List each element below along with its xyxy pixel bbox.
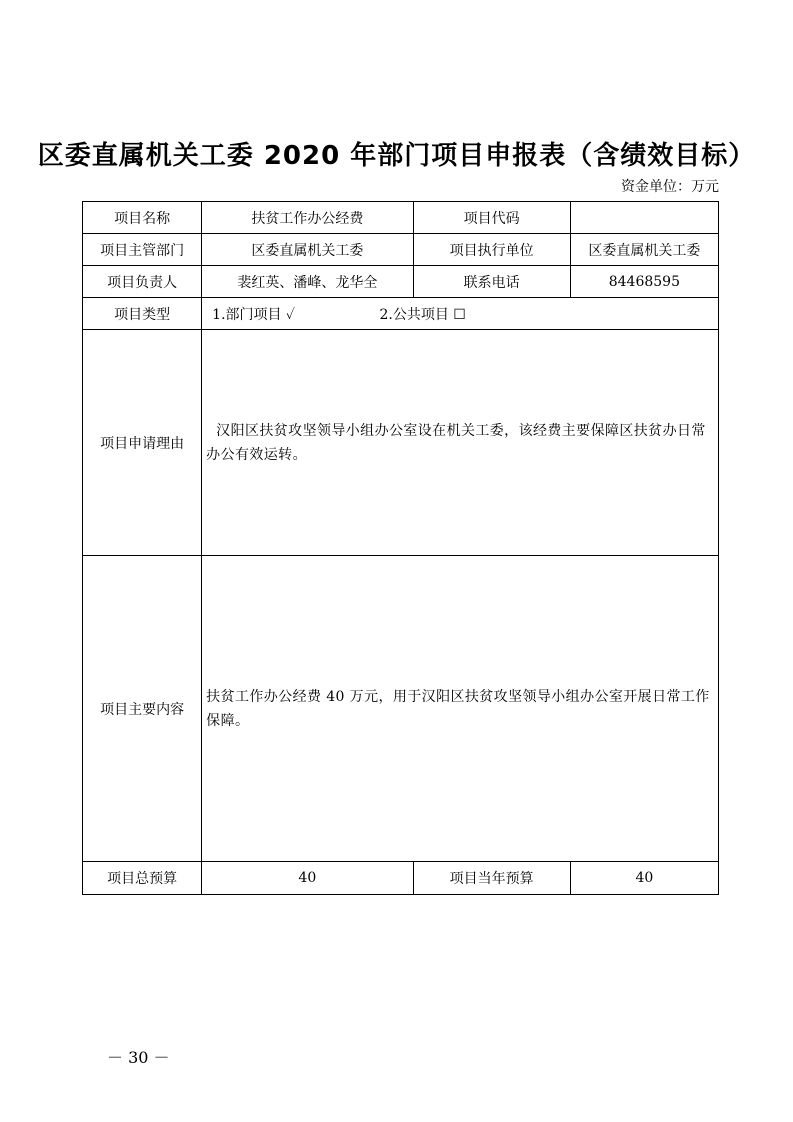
page-title: 区委直属机关工委 2020 年部门项目申报表（含绩效目标） <box>37 141 756 171</box>
funding-unit: 资金单位：万元 <box>621 179 719 195</box>
project-name-label: 项目名称 <box>83 202 202 234</box>
table-row <box>83 556 719 862</box>
main-content-label: 项目主要内容 <box>83 556 202 862</box>
table-row <box>83 298 719 330</box>
table-row <box>83 202 719 234</box>
table-row <box>83 266 719 298</box>
page-number: － 30 － <box>107 1048 170 1067</box>
annual-budget-value: 40 <box>570 862 718 895</box>
type-option-public: 2.公共项目 ☐ <box>379 306 466 323</box>
application-reason-text: 汉阳区扶贫攻坚领导小组办公室设在机关工委，该经费主要保障区扶贫办日常办公有效运转。 <box>206 422 706 463</box>
project-type-options <box>202 298 719 330</box>
project-type-label: 项目类型 <box>83 298 202 330</box>
project-name-value: 扶贫工作办公经费 <box>202 202 413 234</box>
executing-unit-value: 区委直属机关工委 <box>570 234 718 266</box>
project-owner-value: 裴红英、潘峰、龙华全 <box>202 266 413 298</box>
project-code-label: 项目代码 <box>413 202 570 234</box>
table-row <box>83 862 719 895</box>
main-content-text: 扶贫工作办公经费 40 万元，用于汉阳区扶贫攻坚领导小组办公室开展日常工作保障。 <box>202 556 719 862</box>
table-row <box>83 234 719 266</box>
project-application-table <box>82 201 719 895</box>
type-option-department: 1.部门项目 ✓ <box>212 306 296 323</box>
table-row <box>83 330 719 556</box>
application-reason-cell <box>202 330 719 556</box>
annual-budget-label: 项目当年预算 <box>413 862 570 895</box>
department-label: 项目主管部门 <box>83 234 202 266</box>
department-value: 区委直属机关工委 <box>202 234 413 266</box>
application-reason-label: 项目申请理由 <box>83 330 202 556</box>
contact-phone-value: 84468595 <box>570 266 718 298</box>
executing-unit-label: 项目执行单位 <box>413 234 570 266</box>
project-owner-label: 项目负责人 <box>83 266 202 298</box>
total-budget-value: 40 <box>202 862 413 895</box>
project-code-value <box>570 202 718 234</box>
total-budget-label: 项目总预算 <box>83 862 202 895</box>
contact-phone-label: 联系电话 <box>413 266 570 298</box>
